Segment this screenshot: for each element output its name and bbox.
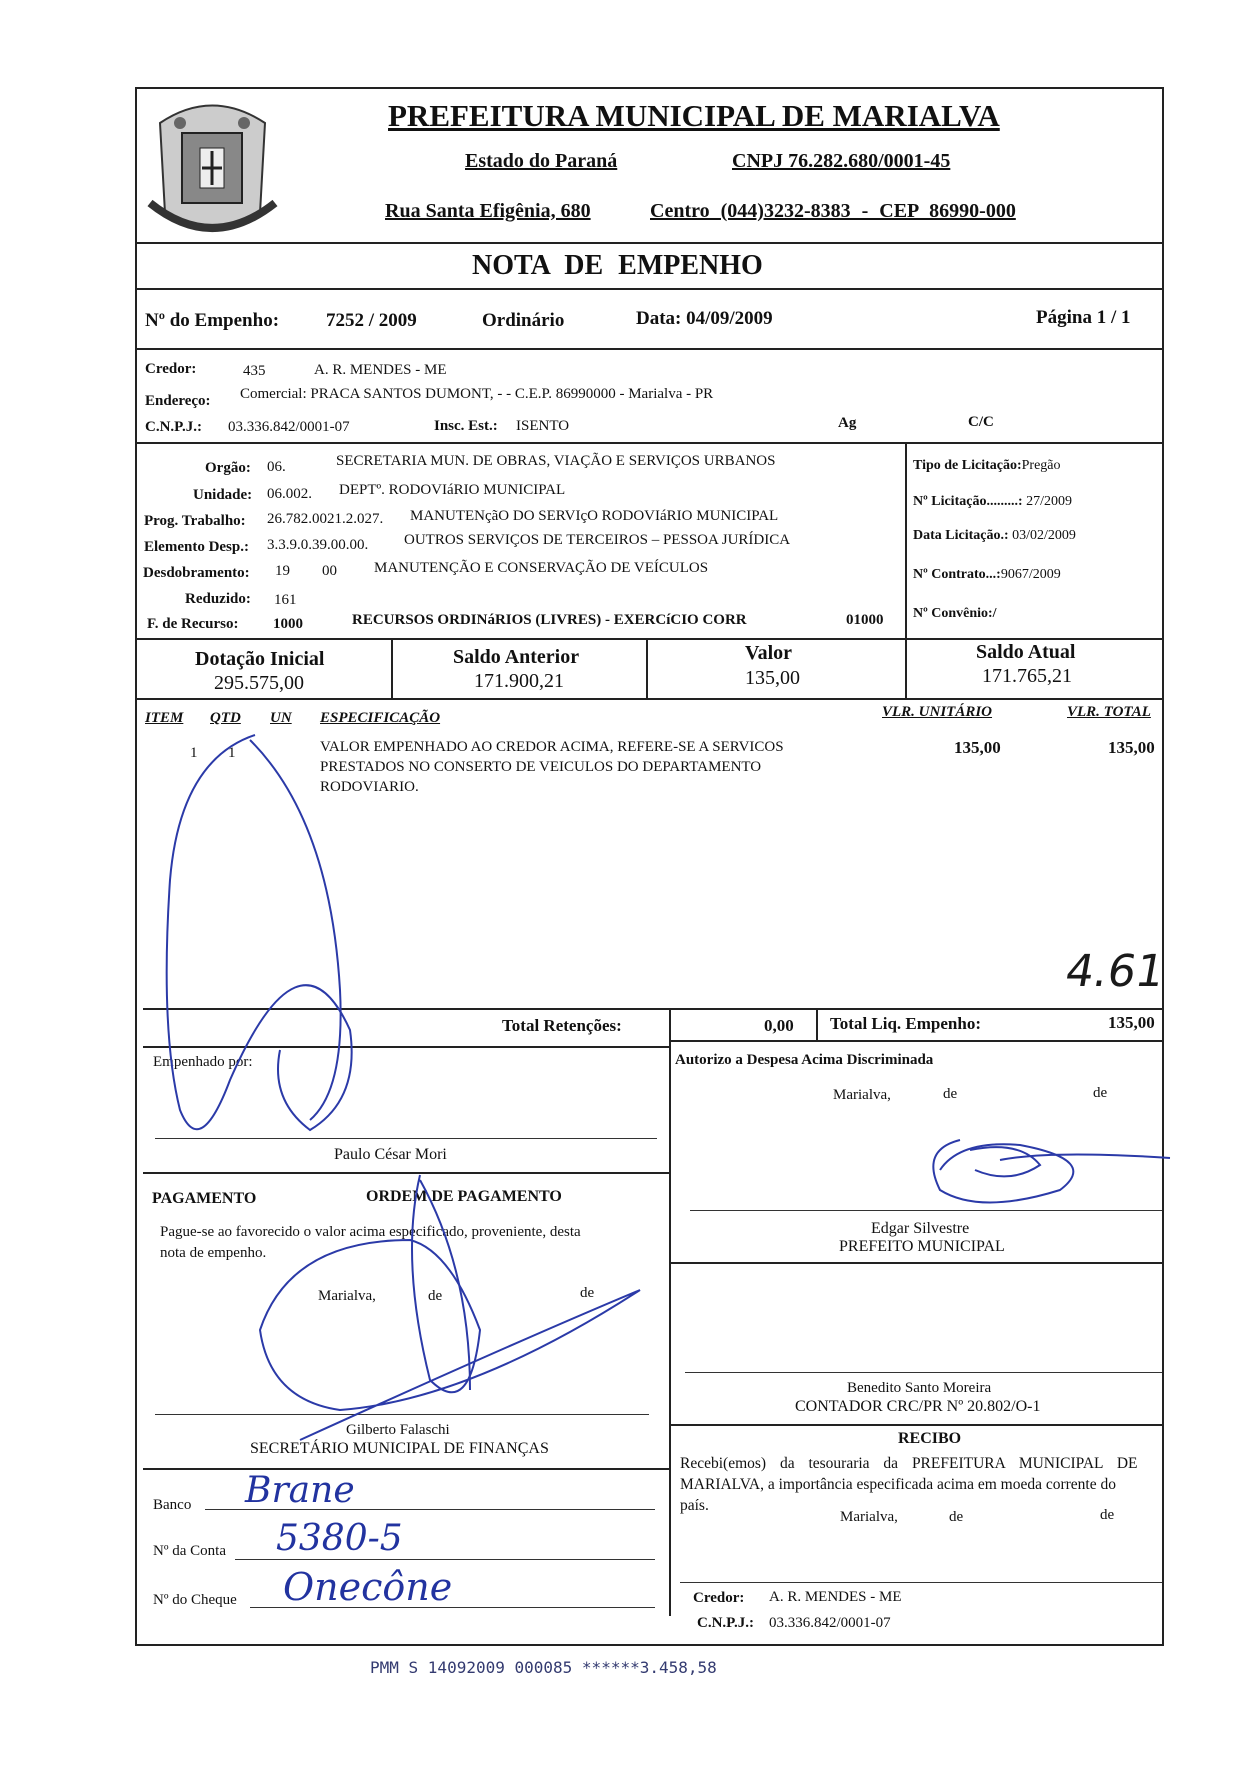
credor-code: 435 — [243, 363, 266, 379]
autorizo-city: Marialva, — [833, 1087, 891, 1103]
cnpj-field-label: C.N.P.J.: — [145, 419, 202, 435]
coat-of-arms-logo — [140, 93, 285, 241]
licitacao-data — [913, 528, 1076, 544]
empenho-type: Ordinário — [482, 310, 565, 331]
empenhado-label: Empenhado por: — [153, 1054, 253, 1070]
recibo-text-2: MARIALVA, a importância especificada acima em moeda corrente do — [680, 1476, 1116, 1493]
dotacao-value: 295.575,00 — [214, 672, 304, 694]
orgao-name: SECRETARIA MUN. DE OBRAS, VIAÇÃO E SERVIÇOS URBANOS — [336, 453, 776, 469]
autorizo-de1: de — [943, 1086, 958, 1102]
row-unit-value: 135,00 — [954, 738, 1001, 757]
total-liq-label: Total Liq. Empenho: — [830, 1014, 981, 1033]
col-header-un: UN — [270, 710, 292, 726]
cnpj-label: CNPJ 76.282.680/0001-45 — [732, 150, 951, 172]
credor-label: Credor: — [145, 361, 197, 377]
contrato-label: Nº Contrato...: — [913, 567, 1001, 582]
saldo-atual-value: 171.765,21 — [982, 665, 1072, 687]
ag-label: Ag — [838, 415, 857, 431]
desd-label: Desdobramento: — [143, 565, 250, 581]
footer-stamp: PMM S 14092009 000085 ******3.458,58 — [370, 1658, 717, 1677]
unidade-name: DEPTº. RODOVIáRIO MUNICIPAL — [339, 482, 566, 498]
contador-title: CONTADOR CRC/PR Nº 20.802/O-1 — [795, 1398, 1041, 1415]
total-liq-value: 135,00 — [1108, 1013, 1155, 1032]
recibo-text-3: país. — [680, 1497, 709, 1514]
banco-label: Banco — [153, 1497, 192, 1513]
autorizo-label: Autorizo a Despesa Acima Discriminada — [675, 1052, 934, 1068]
autorizo-de2: de — [1093, 1085, 1108, 1101]
credor-address: Comercial: PRACA SANTOS DUMONT, - - C.E.P. 86990000 - Marialva - PR — [240, 386, 714, 402]
doc-title: NOTA DE EMPENHO — [472, 250, 763, 281]
pagamento-title: PAGAMENTO — [152, 1190, 257, 1207]
prefeito-title: PREFEITO MUNICIPAL — [839, 1238, 1005, 1255]
pagamento-city: Marialva, — [318, 1288, 376, 1304]
prefeito-name: Edgar Silvestre — [871, 1220, 970, 1237]
orgao-code: 06. — [267, 459, 286, 475]
retencoes-label: Total Retenções: — [502, 1016, 622, 1035]
address-rest: Centro (044)3232-8383 - CEP 86990-000 — [650, 200, 1016, 222]
valor-value: 135,00 — [745, 667, 800, 689]
reduzido-value: 161 — [274, 592, 297, 608]
prog-label: Prog. Trabalho: — [144, 513, 246, 529]
recibo-de2: de — [1100, 1507, 1115, 1523]
recibo-text-1: Recebi(emos) da tesouraria da PREFEITURA MUNICIPAL DE — [680, 1455, 1138, 1472]
row-qtd: 1 — [228, 745, 236, 761]
licitacao-num-label: Nº Licitação.........: — [913, 494, 1023, 509]
recurso-code: 1000 — [273, 616, 303, 632]
unidade-label: Unidade: — [193, 487, 253, 503]
saldo-atual-label: Saldo Atual — [976, 641, 1076, 663]
conta-label: Nº da Conta — [153, 1543, 226, 1559]
recibo-credor: A. R. MENDES - ME — [769, 1589, 902, 1605]
licitacao-tipo — [913, 458, 1061, 474]
ordem-pagamento-title: ORDEM DE PAGAMENTO — [366, 1188, 562, 1205]
state-label: Estado do Paraná — [465, 150, 618, 172]
retencoes-value: 0,00 — [764, 1016, 794, 1035]
reduzido-label: Reduzido: — [185, 591, 251, 607]
recibo-city: Marialva, — [840, 1509, 898, 1525]
handwritten-note: 4.61 — [1061, 946, 1169, 997]
elem-name: OUTROS SERVIÇOS DE TERCEIROS – PESSOA JURÍDICA — [404, 532, 791, 548]
recurso-num: 01000 — [846, 612, 884, 628]
secretario-name: Gilberto Falaschi — [346, 1422, 450, 1438]
elem-label: Elemento Desp.: — [144, 539, 249, 555]
elem-code: 3.3.9.0.39.00.00. — [267, 537, 369, 553]
dotacao-label: Dotação Inicial — [195, 648, 325, 670]
empenhado-name: Paulo César Mori — [334, 1146, 447, 1163]
address-street: Rua Santa Efigênia, 680 — [385, 200, 591, 222]
desd-sub: 00 — [322, 563, 337, 579]
licitacao-tipo-label: Tipo de Licitação: — [913, 458, 1022, 473]
prog-name: MANUTENçãO DO SERVIçO RODOVIáRIO MUNICIPAL — [410, 508, 779, 524]
convenio: Nº Convênio:/ — [913, 606, 997, 621]
contador-name: Benedito Santo Moreira — [847, 1380, 992, 1396]
recibo-credor-label: Credor: — [693, 1590, 745, 1606]
recibo-de1: de — [949, 1509, 964, 1525]
cheque-handwritten: Onecône — [283, 1565, 453, 1609]
credor-name: A. R. MENDES - ME — [314, 362, 447, 378]
recurso-name: RECURSOS ORDINáRIOS (LIVRES) - EXERCíCIO CORR — [352, 612, 747, 628]
recibo-cnpj-label: C.N.P.J.: — [697, 1615, 754, 1631]
orgao-label: Orgão: — [205, 460, 251, 476]
recurso-label: F. de Recurso: — [147, 616, 239, 632]
recibo-cnpj: 03.336.842/0001-07 — [769, 1615, 891, 1631]
prog-code: 26.782.0021.2.027. — [267, 511, 384, 527]
row-spec-line3: RODOVIARIO. — [320, 779, 419, 795]
banco-handwritten: Brane — [245, 1470, 355, 1511]
cc-label: C/C — [968, 414, 994, 430]
licitacao-data-label: Data Licitação.: — [913, 528, 1009, 543]
credor-cnpj: 03.336.842/0001-07 — [228, 419, 350, 435]
contrato-value: 9067/2009 — [1000, 567, 1061, 582]
row-total-value: 135,00 — [1108, 738, 1155, 757]
col-header-unit: VLR. UNITÁRIO — [882, 704, 993, 720]
contrato-num — [913, 567, 1061, 583]
col-header-item: ITEM — [145, 710, 184, 726]
licitacao-data-value: 03/02/2009 — [1012, 528, 1076, 543]
valor-label: Valor — [745, 642, 793, 664]
unidade-code: 06.002. — [267, 486, 312, 502]
row-spec-line2: PRESTADOS NO CONSERTO DE VEICULOS DO DEPARTAMENTO — [320, 759, 762, 775]
empenho-date: Data: 04/09/2009 — [636, 308, 773, 329]
empenho-number-label: Nº do Empenho: — [145, 310, 280, 331]
licitacao-tipo-value: Pregão — [1021, 458, 1061, 473]
empenho-number: 7252 / 2009 — [326, 310, 417, 331]
desd-code: 19 — [275, 563, 290, 579]
licitacao-num-value: 27/2009 — [1026, 494, 1072, 509]
secretario-title: SECRETÁRIO MUNICIPAL DE FINANÇAS — [250, 1440, 549, 1457]
col-header-spec: ESPECIFICAÇÃO — [320, 710, 441, 726]
desd-name: MANUTENÇÃO E CONSERVAÇÃO DE VEÍCULOS — [374, 560, 709, 576]
page-title: PREFEITURA MUNICIPAL DE MARIALVA — [388, 98, 1000, 133]
licitacao-num — [913, 494, 1072, 510]
pagamento-text-1: Pague-se ao favorecido o valor acima especificado, proveniente, desta — [160, 1224, 581, 1240]
col-header-total: VLR. TOTAL — [1067, 704, 1151, 720]
cheque-label: Nº do Cheque — [153, 1592, 237, 1608]
saldo-anterior-label: Saldo Anterior — [453, 646, 580, 668]
address-label: Endereço: — [145, 393, 211, 409]
col-header-qtd: QTD — [210, 710, 241, 726]
pagamento-text-2: nota de empenho. — [160, 1245, 267, 1261]
saldo-anterior-value: 171.900,21 — [474, 670, 564, 692]
recibo-title: RECIBO — [898, 1430, 962, 1447]
insc-label: Insc. Est.: — [434, 418, 498, 434]
pagamento-de2: de — [580, 1285, 595, 1301]
insc-value: ISENTO — [516, 418, 570, 434]
row-item: 1 — [190, 745, 198, 761]
conta-handwritten: 5380-5 — [276, 1518, 403, 1559]
page-number: Página 1 / 1 — [1036, 307, 1131, 328]
row-spec-line1: VALOR EMPENHADO AO CREDOR ACIMA, REFERE-SE A SERVICOS — [320, 739, 784, 755]
pagamento-de1: de — [428, 1288, 443, 1304]
